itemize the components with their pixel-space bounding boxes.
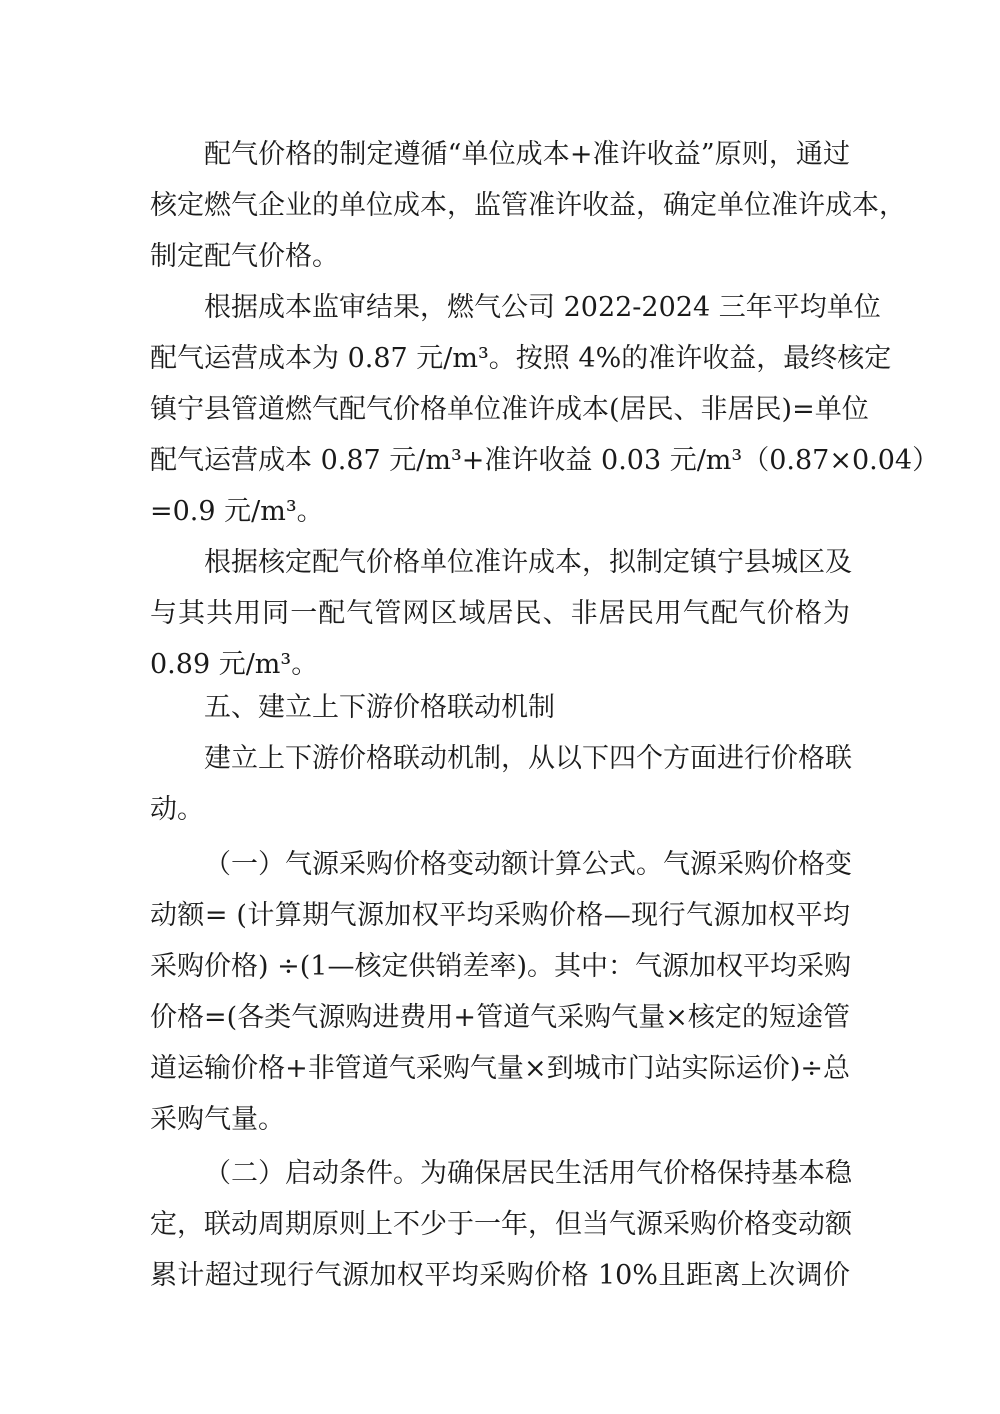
paragraph-line: 累计超过现行气源加权平均采购价格 10%且距离上次调价	[150, 1260, 850, 1291]
paragraph-line: =0.9 元/m³。	[150, 496, 324, 527]
paragraph-line: （二）启动条件。为确保居民生活用气价格保持基本稳	[204, 1158, 852, 1189]
paragraph-line: 采购气量。	[150, 1104, 285, 1135]
paragraph-line: 定，联动周期原则上不少于一年，但当气源采购价格变动额	[150, 1209, 852, 1240]
paragraph-line: 镇宁县管道燃气配气价格单位准许成本(居民、非居民)=单位	[150, 394, 869, 425]
paragraph-line: 制定配气价格。	[150, 241, 339, 272]
paragraph-line: 动额= (计算期气源加权平均采购价格—现行气源加权平均	[150, 900, 850, 931]
paragraph-line: 0.89 元/m³。	[150, 649, 319, 680]
paragraph-line: 价格=(各类气源购进费用+管道气采购气量×核定的短途管	[150, 1002, 850, 1033]
paragraph-line: 道运输价格+非管道气采购气量×到城市门站实际运价)÷总	[150, 1053, 850, 1084]
paragraph-line: 采购价格) ÷(1—核定供销差率)。其中：气源加权平均采购	[150, 951, 851, 982]
paragraph-line: 配气价格的制定遵循“单位成本+准许收益”原则，通过	[204, 139, 850, 170]
paragraph-line: （一）气源采购价格变动额计算公式。气源采购价格变	[204, 849, 852, 880]
paragraph-line: 根据成本监审结果，燃气公司 2022-2024 三年平均单位	[204, 292, 881, 323]
paragraph-line: 建立上下游价格联动机制，从以下四个方面进行价格联	[204, 743, 852, 774]
paragraph-line: 配气运营成本 0.87 元/m³+准许收益 0.03 元/m³（0.87×0.04）	[150, 445, 940, 476]
paragraph-line: 根据核定配气价格单位准许成本，拟制定镇宁县城区及	[204, 547, 852, 578]
paragraph-line: 核定燃气企业的单位成本，监管准许收益，确定单位准许成本，	[150, 190, 906, 221]
paragraph-line: 配气运营成本为 0.87 元/m³。按照 4%的准许收益，最终核定	[150, 343, 892, 374]
section-heading: 五、建立上下游价格联动机制	[204, 692, 555, 723]
paragraph-line: 与其共用同一配气管网区域居民、非居民用气配气价格为	[150, 598, 850, 629]
paragraph-line: 动。	[150, 794, 204, 825]
